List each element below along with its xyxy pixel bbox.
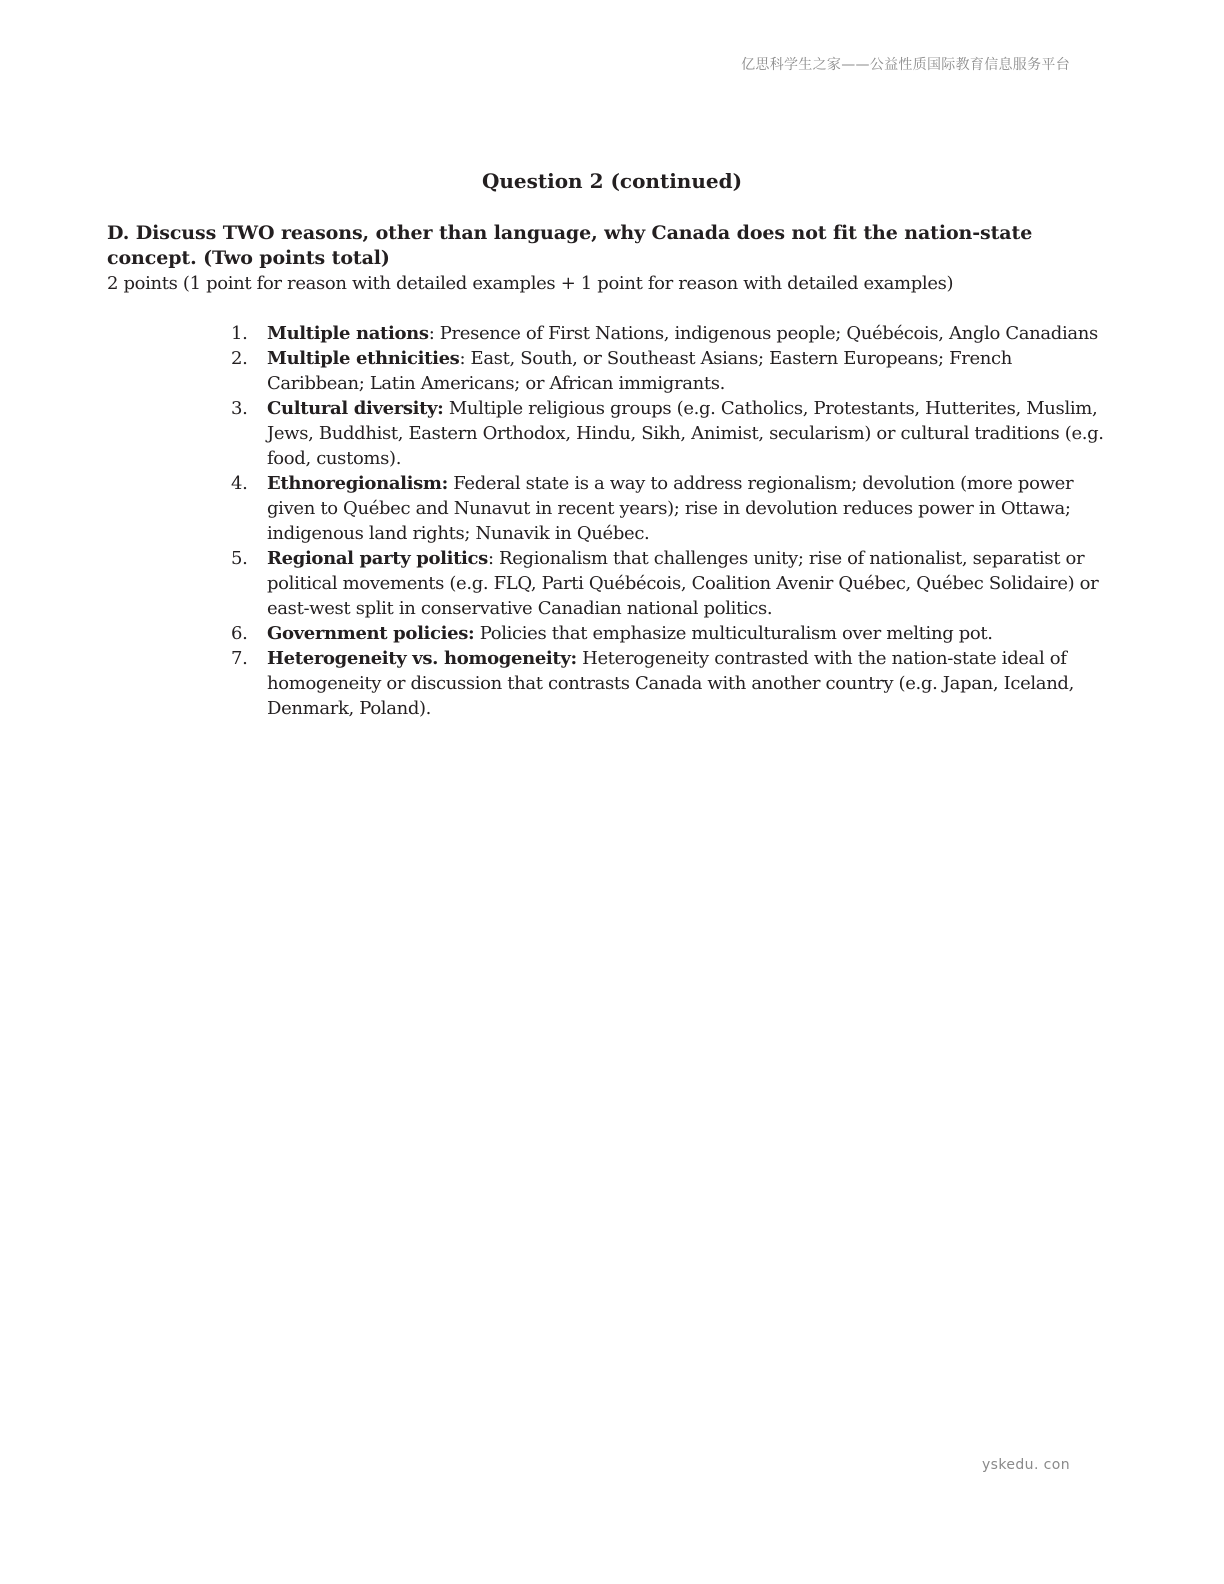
footer-site-text: yskedu. con <box>982 1457 1070 1473</box>
answer-item <box>231 471 1107 546</box>
answer-item <box>231 346 1107 396</box>
header-watermark: 亿思科学生之家——公益性质国际教育信息服务平台 <box>741 57 1070 73</box>
item-text: : Regionalism that challenges unity; rise of nationalist, separatist or political movements (e.g. FLQ, Parti Québécois, Coalition Avenir Québec, Québec Solidaire) or east-west split in conservative Canadian national politics. <box>267 548 1099 619</box>
item-term: Government policies: <box>267 623 475 644</box>
item-text: : East, South, or Southeast Asians; Eastern Europeans; French Caribbean; Latin Americans; or African immigrants. <box>267 348 1013 394</box>
item-term: Multiple nations <box>267 323 429 344</box>
item-text: Heterogeneity contrasted with the nation-state ideal of homogeneity or discussion that contrasts Canada with another country (e.g. Japan, Iceland, Denmark, Poland). <box>267 648 1074 719</box>
item-term: Cultural diversity: <box>267 398 444 419</box>
item-term: Multiple ethnicities <box>267 348 460 369</box>
item-term: Ethnoregionalism: <box>267 473 448 494</box>
answer-item <box>231 396 1107 471</box>
item-text: : Presence of First Nations, indigenous people; Québécois, Anglo Canadians <box>428 323 1098 344</box>
item-number: 3. <box>231 398 248 419</box>
answer-item <box>231 546 1107 621</box>
item-number: 2. <box>231 348 248 369</box>
question-block <box>107 221 1107 296</box>
item-number: 4. <box>231 473 248 494</box>
scoring-note: 2 points (1 point for reason with detailed examples + 1 point for reason with detailed examples) <box>107 273 954 294</box>
answer-item <box>231 621 1107 646</box>
page-title: Question 2 (continued) <box>481 169 743 193</box>
item-number: 7. <box>231 648 248 669</box>
answer-item <box>231 321 1107 346</box>
item-term: Regional party politics <box>267 548 488 569</box>
item-number: 5. <box>231 548 248 569</box>
item-text: Multiple religious groups (e.g. Catholics, Protestants, Hutterites, Muslim, Jews, Buddhist, Eastern Orthodox, Hindu, Sikh, Animist, secularism) or cultural traditions (e.g. food, customs). <box>267 398 1104 469</box>
item-number: 1. <box>231 323 248 344</box>
answer-list <box>231 321 1107 721</box>
item-text: Policies that emphasize multiculturalism over melting pot. <box>474 623 993 644</box>
item-number: 6. <box>231 623 248 644</box>
question-prompt: D. Discuss TWO reasons, other than language, why Canada does not fit the nation-state concept. (Two points total) <box>107 222 1033 269</box>
item-text: Federal state is a way to address regionalism; devolution (more power given to Québec and Nunavut in recent years); rise in devolution reduces power in Ottawa; indigenous land rights; Nunavik in Québec. <box>267 473 1074 544</box>
answer-item <box>231 646 1107 721</box>
item-term: Heterogeneity vs. homogeneity: <box>267 648 577 669</box>
